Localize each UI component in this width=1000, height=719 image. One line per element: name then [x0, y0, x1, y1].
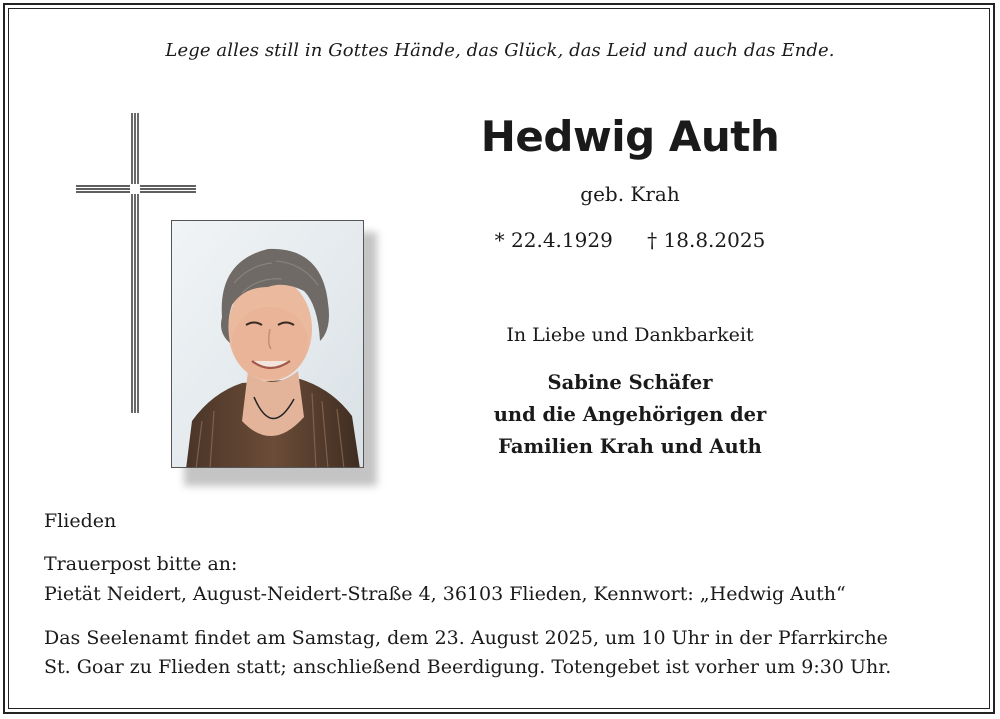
mourners-block [430, 367, 830, 463]
portrait-frame [171, 220, 364, 468]
portrait-photo [171, 220, 364, 468]
birth-date: * 22.4.1929 [494, 228, 613, 252]
life-dates [430, 228, 830, 252]
thanks-line: In Liebe und Dankbarkeit [506, 324, 754, 346]
deceased-name: Hedwig Auth [480, 112, 780, 161]
condolence-address: Pietät Neidert, August-Neidert-Straße 4, 36103 Flieden, Kennwort: „Hedwig Auth“ [44, 583, 846, 605]
mourner-line: und die Angehörigen der [493, 403, 767, 426]
motto-quote: Lege alles still in Gottes Hände, das Glück, das Leid und auch das Ende. [165, 40, 835, 61]
service-notice [44, 624, 891, 682]
mourner-line: Sabine Schäfer [547, 371, 713, 394]
death-date: † 18.8.2025 [647, 228, 766, 252]
mourner-line: Familien Krah und Auth [498, 435, 762, 458]
birth-name: geb. Krah [580, 182, 680, 206]
place-name: Flieden [44, 510, 117, 532]
condolence-label: Trauerpost bitte an: [44, 553, 238, 575]
service-line: St. Goar zu Flieden statt; anschließend Beerdigung. Totengebet ist vorher um 9:30 Uhr. [44, 656, 892, 678]
service-line: Das Seelenamt findet am Samstag, dem 23. August 2025, um 10 Uhr in der Pfarrkirche [44, 627, 888, 649]
